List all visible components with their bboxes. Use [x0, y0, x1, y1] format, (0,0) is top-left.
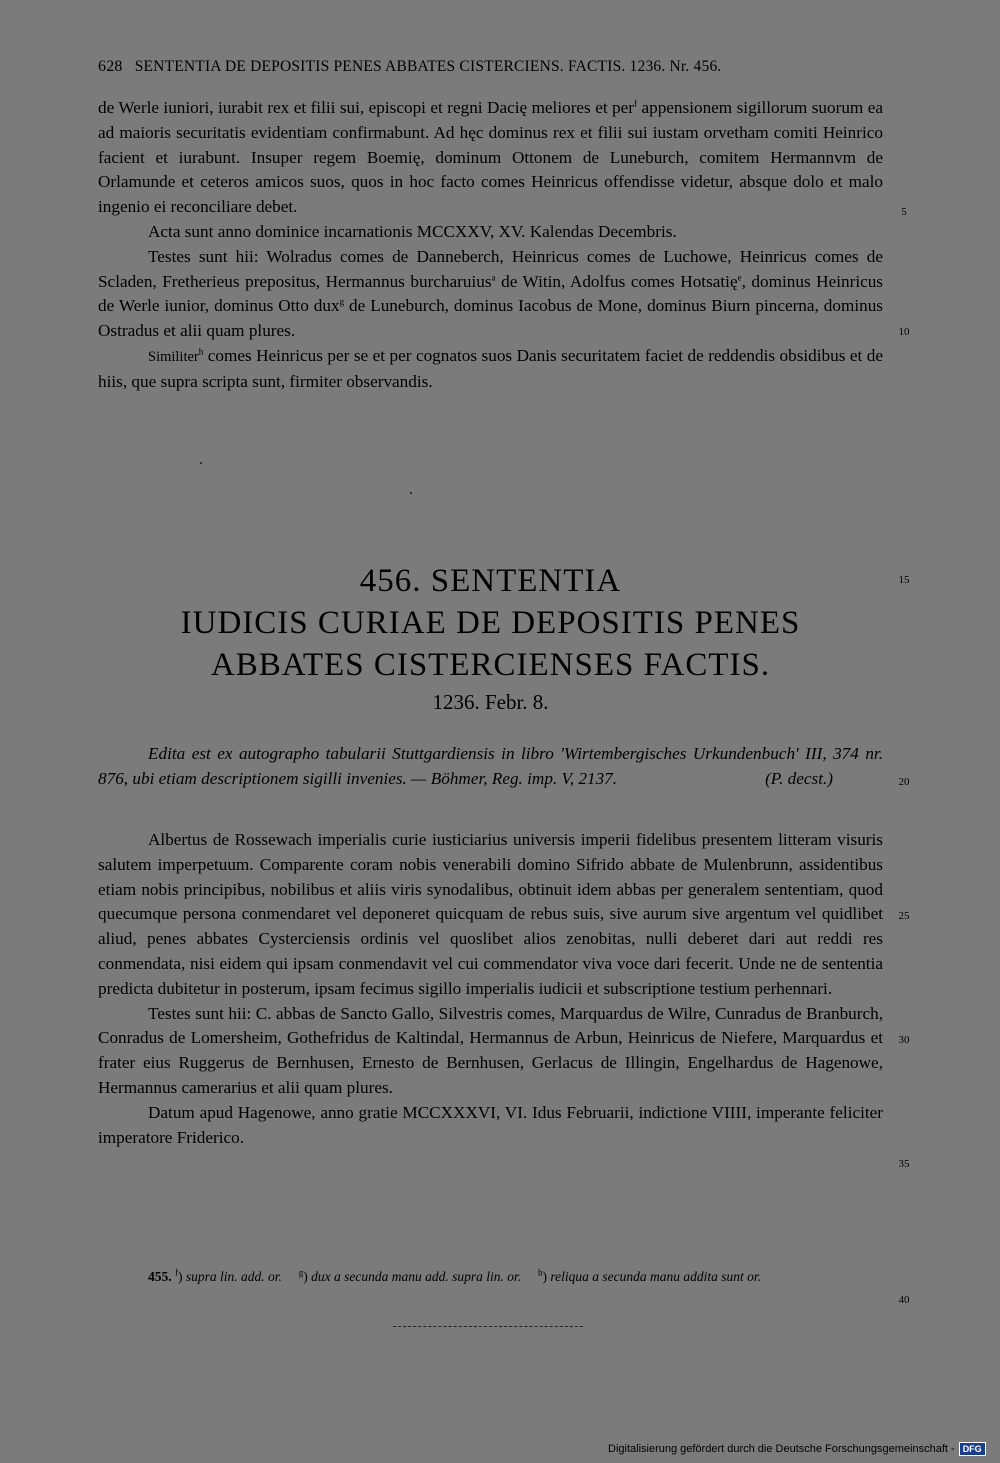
footnote-mark: h [198, 346, 204, 357]
dfg-credit-text: Digitalisierung gefördert durch die Deutsche Forschungsgemeinschaft - [608, 1443, 955, 1455]
footnote-f: supra lin. add. or. [185, 1269, 282, 1284]
edition-note [98, 742, 883, 792]
dfg-logo: DFG [959, 1442, 986, 1456]
body-paragraph-witnesses: Testes sunt hii: C. abbas de Sancto Gallo, Silvestris comes, Marquardus de Wilre, Cunradus de Branburch, Conradus de Lomersheim, Gothefridus de Kaltindal, Hermannus de Arbun, Heinricus de Niefere, Marquardus et frater eius Ruggerus de Bernhusen, Ernesto de Bernhusen, Gerlacus de Illingin, Engelhardus de Hagenowe, Hermannus camerarius et alii quam plures. [98, 1003, 883, 1097]
line-number: 10 [898, 326, 910, 338]
document-title-line-3: ABBATES CISTERCIENSES FACTIS. [210, 647, 771, 683]
footnote-h: reliqua a secunda manu addita sunt or. [550, 1269, 762, 1284]
footnote-ref: 455. [148, 1269, 172, 1284]
line-number: 35 [898, 1158, 910, 1170]
running-head [98, 58, 838, 76]
document-title [98, 560, 883, 686]
edition-note-text: Edita est ex autographo tabularii Stuttgardiensis in libro 'Wirtembergisches Urkundenbuch' III, 374 nr. 876, ubi etiam descriptionem sigilli invenies. — Böhmer, Reg. imp. V, 2137. [98, 744, 883, 788]
document-date: 1236. Febr. 8. [432, 690, 549, 714]
body-paragraph-dating: Datum apud Hagenowe, anno gratie MCCXXXVI, VI. Idus Februarii, indictione VIIII, imperante feliciter imperatore Friderico. [98, 1102, 883, 1147]
end-rule [393, 1326, 583, 1327]
footnote-mark: a [491, 271, 496, 282]
scan-speck [410, 492, 412, 494]
previous-document-text [98, 96, 883, 395]
dfg-credit[interactable] [608, 1441, 986, 1457]
edition-editor: (P. decst.) [765, 768, 833, 788]
body-paragraph-1: Albertus de Rossewach imperialis curie iusticiarius universis imperii fidelibus presentem litteram visuris salutem imperpetuum. Comparente coram nobis venerabili domino Sifrido abbate de Mulenbrunn, assidentibus etiam nobis principibus, nobilibus et aliis viris synodalibus, obtinuit idem abbas per generalem sententiam, quod quecumque persona conmendaret vel deponeret quicquam de rebus suis, sive aurum sive argentum vel quidlibet aliud, penes abbates Cysterciensis ordinis vel quoslibet alios zenobitas, nulli deberet dari aut reddi res conmendata, nisi eidem qui ipsam conmendavit vel cui commendator viva voce dari fecerit. Unde ne de sententia predicta dubitetur in posterum, ipsam fecimus sigillo imperialis iudicii et subscriptione testium perhennari. [98, 830, 883, 998]
line-number: 5 [901, 206, 907, 218]
running-head-text: SENTENTIA DE DEPOSITIS PENES ABBATES CISTERCIENS. FACTIS. 1236. Nr. 456. [134, 58, 722, 75]
document-body [98, 828, 883, 1150]
line-number: 20 [898, 776, 910, 788]
prev-paragraph-4: Similiter$^h$ comes Heinricus per se et per cognatos suos Danis securitatem faciet de reddendis obsidibus et de hiis, que supra scripta sunt, firmiter observandis. [98, 345, 883, 391]
line-number: 40 [898, 1294, 910, 1306]
line-number: 30 [898, 1034, 910, 1046]
document-number-title: 456. SENTENTIA [359, 563, 622, 599]
prev-paragraph-3: Testes sunt hii: Wolradus comes de Danneberch, Heinricus comes de Luchowe, Heinricus comes de Scladen, Fretherieus prepositus, Hermannus burcharuius$^a$ de Witin, Adolfus comes Hotsatię$^e$, dominus Heinricus de Werle iunior, dominus Otto dux$^g$ de Luneburch, dominus Iacobus de Mone, dominus Biurn pincerna, dominus Ostradus et alii quam plures. [98, 246, 883, 341]
footnotes: 455. $^f$) supra lin. add. or. $^g$) dux a secunda manu add. supra lin. or. $^h$) reliqua a secunda manu addita sunt or. [148, 1267, 762, 1284]
scan-speck [200, 462, 202, 464]
footnote-g: dux a secunda manu add. supra lin. or. [311, 1269, 522, 1284]
footnote-mark: e [737, 271, 742, 282]
footnote-mark: g [339, 296, 345, 307]
footnote-mark: f [634, 98, 638, 109]
line-number: 15 [898, 574, 910, 586]
prev-paragraph-2: Acta sunt anno dominice incarnationis MCCXXV, XV. Kalendas Decembris. [148, 221, 677, 241]
page-number: 628 [98, 58, 123, 75]
prev-paragraph-1: de Werle iuniori, iurabit rex et filii sui, episcopi et regni Dacię meliores et per$^f$ appensionem sigillorum suorum ea ad maioris securitatis evidentiam confirmabunt. Ad hęc dominus rex et filii sui iustam orvetham comiti Heinrico facient et iurabunt. Insuper regem Boemię, dominum Ottonem de Luneburch, comitem Hermannvm de Orlamunde et ceteros amicos suos, quos in hoc facto comes Heinricus offendisse videtur, absque dolo et malo ingenio ei reconciliare debet. [98, 98, 884, 217]
line-number: 25 [898, 910, 910, 922]
document-title-line-2: IUDICIS CURIAE DE DEPOSITIS PENES [180, 605, 801, 641]
